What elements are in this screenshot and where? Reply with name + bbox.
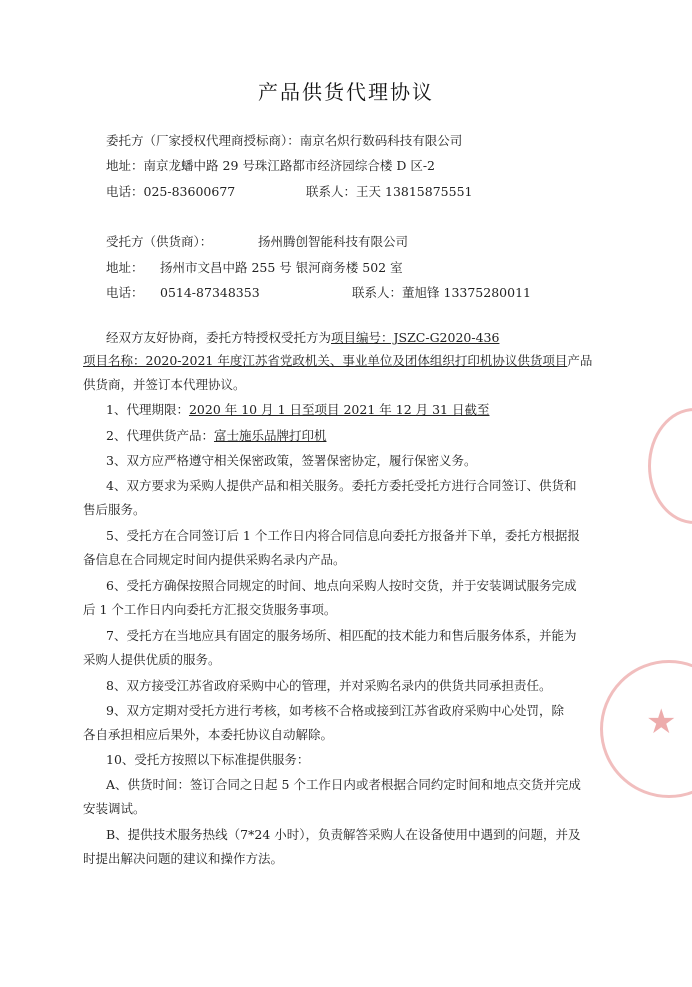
agent-name-line bbox=[258, 233, 408, 251]
clause-9-line-1: 9、双方定期对受托方进行考核，如考核不合格或接到江苏省政府采购中心处罚，除 bbox=[106, 703, 564, 718]
intro-line-1 bbox=[106, 329, 499, 347]
clause-8: 8、双方接受江苏省政府采购中心的管理，并对采购名录内的供货共同承担责任。 bbox=[106, 678, 552, 693]
project-number: 项目编号：JSZC-G2020-436 bbox=[331, 330, 500, 345]
agency-product: 富士施乐品牌打印机 bbox=[213, 428, 327, 443]
agent-label: 受托方（供货商）： bbox=[106, 234, 213, 249]
clause-1-label: 1、代理期限： bbox=[106, 402, 189, 417]
clause-5-line-2: 备信息在合同规定时间内提供采购名录内产品。 bbox=[83, 552, 346, 567]
seal-star-icon: ★ bbox=[646, 702, 677, 742]
agent-phone-value-line bbox=[160, 284, 260, 302]
client-contact-line bbox=[306, 183, 472, 201]
clause-9-line-2: 各自承担相应后果外，本委托协议自动解除。 bbox=[83, 727, 334, 742]
clause-a-line-1: A、供货时间：签订合同之日起 5 个工作日内或者根据合同约定时间和地点交货并完成 bbox=[106, 777, 581, 792]
client-address-line bbox=[106, 157, 435, 175]
clause-6-line-2: 后 1 个工作日内向委托方汇报交货服务事项。 bbox=[83, 602, 337, 617]
agent-line bbox=[106, 233, 212, 251]
client-phone-label: 电话： bbox=[106, 184, 144, 199]
clause-1 bbox=[106, 401, 489, 419]
company-seal-partial-top bbox=[648, 408, 692, 524]
agency-period: 2020 年 10 月 1 日至项目 2021 年 12 月 31 日截至 bbox=[188, 402, 490, 417]
intro-line-3 bbox=[83, 376, 246, 394]
agent-contact-label: 联系人： bbox=[352, 285, 403, 300]
clause-a-line-2: 安装调试。 bbox=[83, 801, 146, 816]
clause-2 bbox=[106, 427, 326, 445]
clause-10: 10、受托方按照以下标准提供服务： bbox=[106, 752, 310, 767]
agent-phone: 0514-87348353 bbox=[160, 285, 260, 300]
clause-4-line-1: 4、双方要求为采购人提供产品和相关服务。委托方委托受托方进行合同签订、供货和 bbox=[106, 478, 577, 493]
client-name: 南京名炽行数码科技有限公司 bbox=[299, 133, 463, 148]
document-title: 产品供货代理协议 bbox=[258, 80, 434, 104]
clause-5-line-1: 5、受托方在合同签订后 1 个工作日内将合同信息向委托方报备并下单，委托方根据报 bbox=[106, 528, 580, 543]
client-address-label: 地址： bbox=[106, 158, 144, 173]
intro-text-1: 经双方友好协商，委托方特授权受托方为 bbox=[106, 330, 332, 345]
agent-address-line bbox=[106, 259, 144, 277]
clause-4-line-2: 售后服务。 bbox=[83, 502, 146, 517]
agent-contact-line bbox=[352, 284, 531, 302]
intro-text-2: 产品 bbox=[567, 353, 593, 368]
clause-6-line-1: 6、受托方确保按照合同规定的时间、地点向采购人按时交货，并于安装调试服务完成 bbox=[106, 578, 577, 593]
client-contact-label: 联系人： bbox=[306, 184, 357, 199]
clause-7-line-1: 7、受托方在当地应具有固定的服务场所、相匹配的技术能力和售后服务体系，并能为 bbox=[106, 628, 577, 643]
agent-contact: 董旭锋 13375280011 bbox=[402, 285, 531, 300]
agent-phone-line bbox=[106, 284, 144, 302]
client-contact: 王天 13815875551 bbox=[356, 184, 473, 199]
agent-address-value-line bbox=[160, 259, 403, 277]
agent-phone-label: 电话： bbox=[106, 285, 144, 300]
clause-b-line-2: 时提出解决问题的建议和操作方法。 bbox=[83, 851, 284, 866]
intro-text-3: 供货商，并签订本代理协议。 bbox=[83, 377, 246, 392]
agent-address: 扬州市文昌中路 255 号 银河商务楼 502 室 bbox=[160, 260, 403, 275]
client-phone: 025-83600677 bbox=[143, 184, 236, 199]
clause-2-label: 2、代理供货产品： bbox=[106, 428, 214, 443]
clause-3: 3、双方应严格遵守相关保密政策，签署保密协定，履行保密义务。 bbox=[106, 453, 477, 468]
client-label: 委托方（厂家授权代理商授标商）： bbox=[106, 133, 300, 148]
client-line bbox=[106, 132, 462, 150]
clause-7-line-2: 采购人提供优质的服务。 bbox=[83, 652, 221, 667]
client-phone-line bbox=[106, 183, 235, 201]
agent-address-label: 地址： bbox=[106, 260, 144, 275]
clause-b-line-1: B、提供技术服务热线（7*24 小时），负责解答采购人在设备使用中遇到的问题，并及 bbox=[106, 827, 581, 842]
intro-line-2 bbox=[83, 352, 592, 370]
project-name: 项目名称：2020-2021 年度江苏省党政机关、事业单位及团体组织打印机协议供货项目 bbox=[83, 353, 568, 368]
agent-name: 扬州腾创智能科技有限公司 bbox=[258, 234, 409, 249]
client-address: 南京龙蟠中路 29 号珠江路都市经济园综合楼 D 区-2 bbox=[143, 158, 436, 173]
